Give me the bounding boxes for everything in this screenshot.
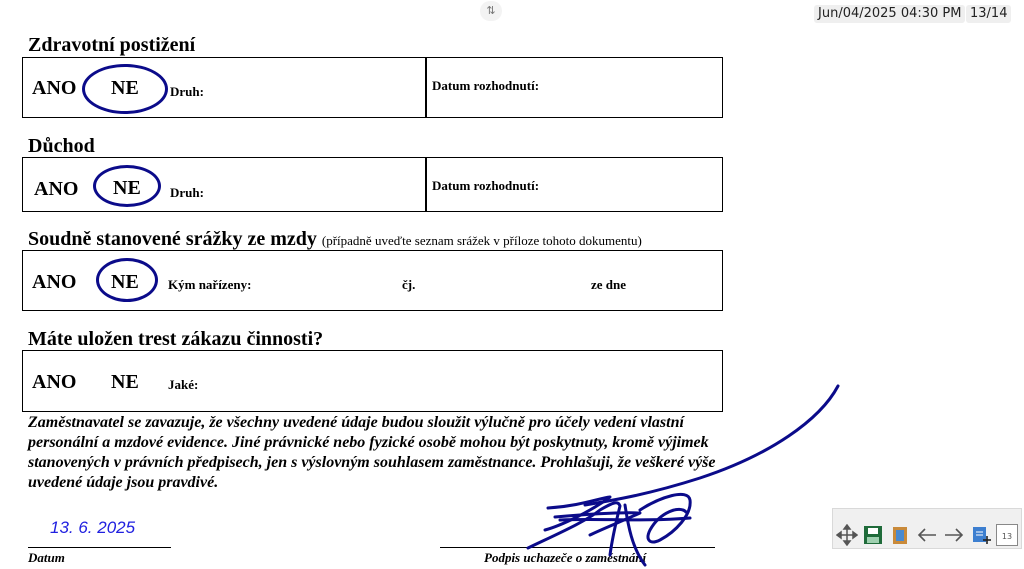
scroll-handle-icon[interactable]: ⇅: [480, 1, 502, 21]
field-label-decision-date: Datum rozhodnutí:: [432, 78, 540, 93]
section-title-pension: Důchod: [28, 135, 95, 157]
section-title-activity-ban: Máte uložen trest zákazu činnosti?: [28, 328, 324, 350]
option-ne[interactable]: NE: [111, 371, 139, 393]
page-badge: 13: [1001, 532, 1013, 541]
section-title-text: Soudně stanovené srážky ze mzdy: [28, 228, 317, 250]
field-label-which: Jaké:: [168, 377, 199, 392]
clipboard-icon[interactable]: [889, 524, 911, 546]
section-title-disability: Zdravotní postižení: [28, 34, 196, 56]
field-label-ordered-by: Kým nařízeny:: [168, 277, 252, 292]
section-note: (případně uveďte seznam srážek v příloze tohoto dokumentu): [321, 233, 642, 248]
option-ano[interactable]: ANO: [32, 77, 77, 99]
move-icon[interactable]: [836, 524, 858, 546]
consent-paragraph: Zaměstnavatel se zavazuje, že všechny uvedené údaje budou sloužit výlučně pro účely vedení vlastní personální a mzdové evidence. Jiné právnické nebo fyzické osobě mohou být poskytnuty, kromě výjimek stanovených v právních předpisech, jen s výslovným souhlasem zaměstnance. Prohlašuji, že veškeré výše uvedené údaje jsou pravdivé.: [28, 414, 716, 491]
add-page-icon[interactable]: [970, 524, 992, 546]
datetime-label: Jun/04/2025 04:30 PM: [814, 5, 965, 23]
date-label: Datum: [28, 550, 65, 565]
field-label-ref-number: čj.: [402, 277, 416, 292]
date-value: 13. 6. 2025: [50, 518, 136, 537]
field-label-decision-date: Datum rozhodnutí:: [432, 178, 540, 193]
option-ano[interactable]: ANO: [32, 271, 77, 293]
signature-label: Podpis uchazeče o zaměstnání: [484, 550, 647, 565]
arrow-left-icon[interactable]: [916, 524, 938, 546]
option-ne[interactable]: NE: [111, 77, 139, 99]
page-indicator: 13/14: [966, 5, 1011, 23]
save-icon[interactable]: [862, 524, 884, 546]
field-label-type: Druh:: [170, 84, 204, 99]
option-ano[interactable]: ANO: [32, 371, 77, 393]
field-label-date: ze dne: [591, 277, 627, 292]
option-ne[interactable]: NE: [113, 177, 141, 199]
annotation-toolbar: [832, 508, 1022, 549]
field-label-type: Druh:: [170, 185, 204, 200]
arrow-right-icon[interactable]: [943, 524, 965, 546]
option-ne[interactable]: NE: [111, 271, 139, 293]
option-ano[interactable]: ANO: [34, 178, 79, 200]
page-number-icon[interactable]: [996, 524, 1018, 546]
